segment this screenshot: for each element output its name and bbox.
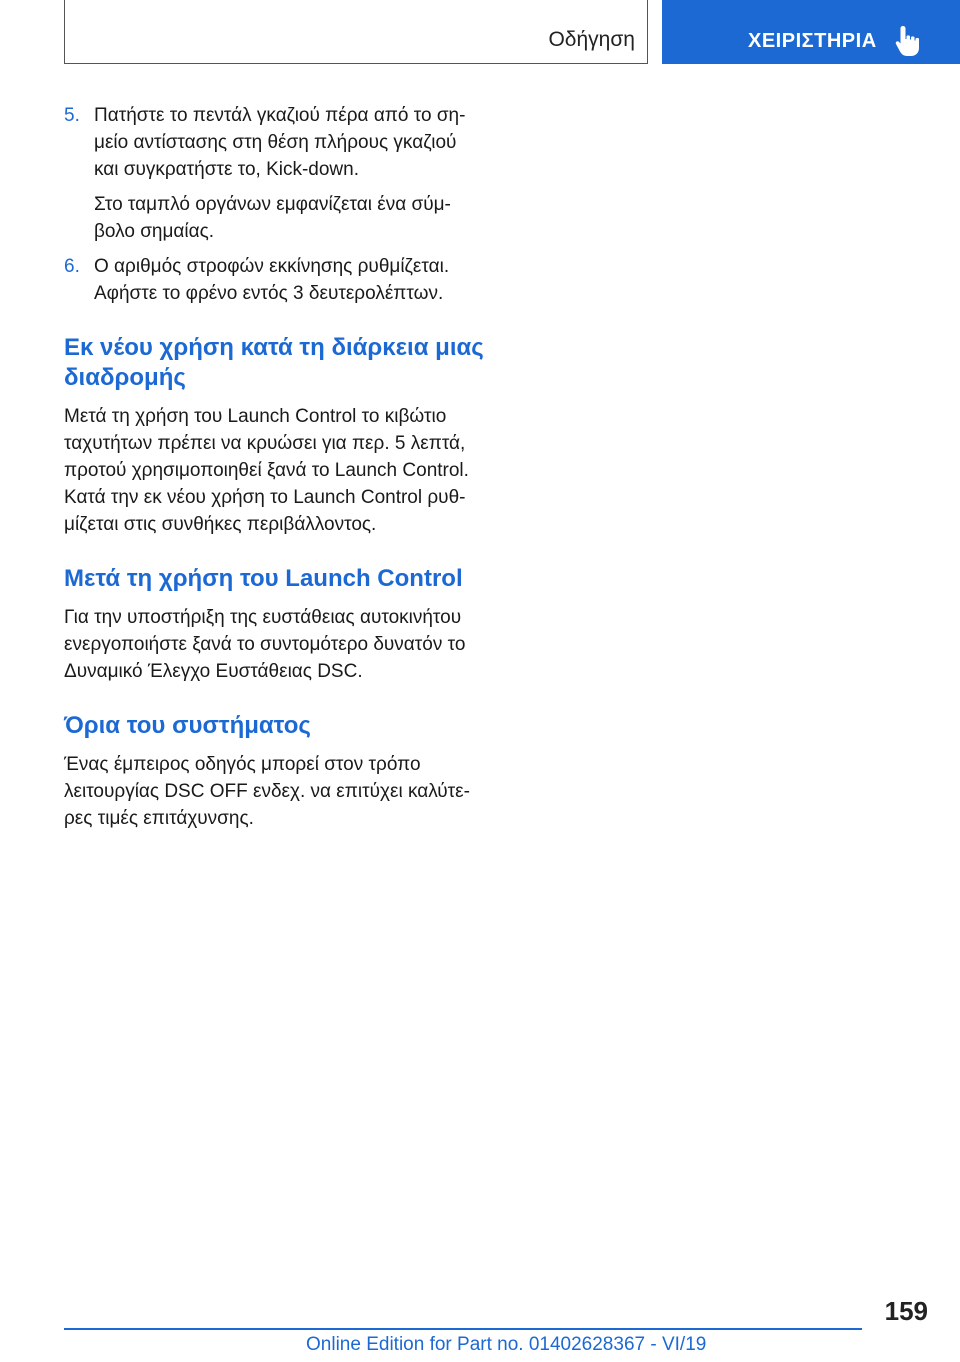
header-chapter-title: ΧΕΙΡΙΣΤΗΡΙΑ xyxy=(748,30,877,52)
list-item xyxy=(64,102,484,245)
footer-divider xyxy=(64,1328,862,1330)
section-heading: Μετά τη χρήση του Launch Control xyxy=(64,565,463,592)
list-paragraph: Στο ταμπλό οργάνων εμφανίζεται ένα σύμ-βολο σημαίας. xyxy=(94,194,451,242)
list-paragraph: Πατήστε το πεντάλ γκαζιού πέρα από το ση-μείο αντίστασης στη θέση πλήρους γκαζιού και συγκρατήστε το, Kick-down. xyxy=(94,105,466,180)
page-number: 159 xyxy=(884,1296,928,1326)
header-section-title: Οδήγηση xyxy=(548,28,635,51)
section-body: Ένας έμπειρος οδηγός μπορεί στον τρόπο λειτουργίας DSC OFF ενδεχ. να επιτύχει καλύτε-ρες τιμές επιτάχυνσης. xyxy=(64,754,470,829)
section-body: Μετά τη χρήση του Launch Control το κιβώτιο ταχυτήτων πρέπει να κρυώσει για περ. 5 λεπτά, προτού χρησιμοποιηθεί ξανά το Launch Control. Κατά την εκ νέου χρήση το Launch Control ρυθ-μίζεται στις συνθήκες περιβάλλοντος. xyxy=(64,406,469,535)
main-content xyxy=(64,102,484,832)
header-section-box xyxy=(64,0,648,64)
section-heading: Όρια του συστήματος xyxy=(64,712,311,739)
section-heading: Εκ νέου χρήση κατά τη διάρκεια μιας διαδρομής xyxy=(64,334,484,391)
footer-edition: Online Edition for Part no. 01402628367 - VI/19 xyxy=(306,1334,707,1355)
header-chapter-box xyxy=(662,0,960,64)
list-item xyxy=(64,253,484,307)
list-paragraph: Ο αριθμός στροφών εκκίνησης ρυθμίζεται. Αφήστε το φρένο εντός 3 δευτερολέπτων. xyxy=(94,256,450,304)
hand-pointer-icon xyxy=(894,24,922,58)
list-number: 5. xyxy=(64,105,80,126)
section-body: Για την υποστήριξη της ευστάθειας αυτοκινήτου ενεργοποιήστε ξανά το συντομότερο δυνατόν το Δυναμικό Έλεγχο Ευστάθειας DSC. xyxy=(64,607,466,682)
list-number: 6. xyxy=(64,256,80,277)
